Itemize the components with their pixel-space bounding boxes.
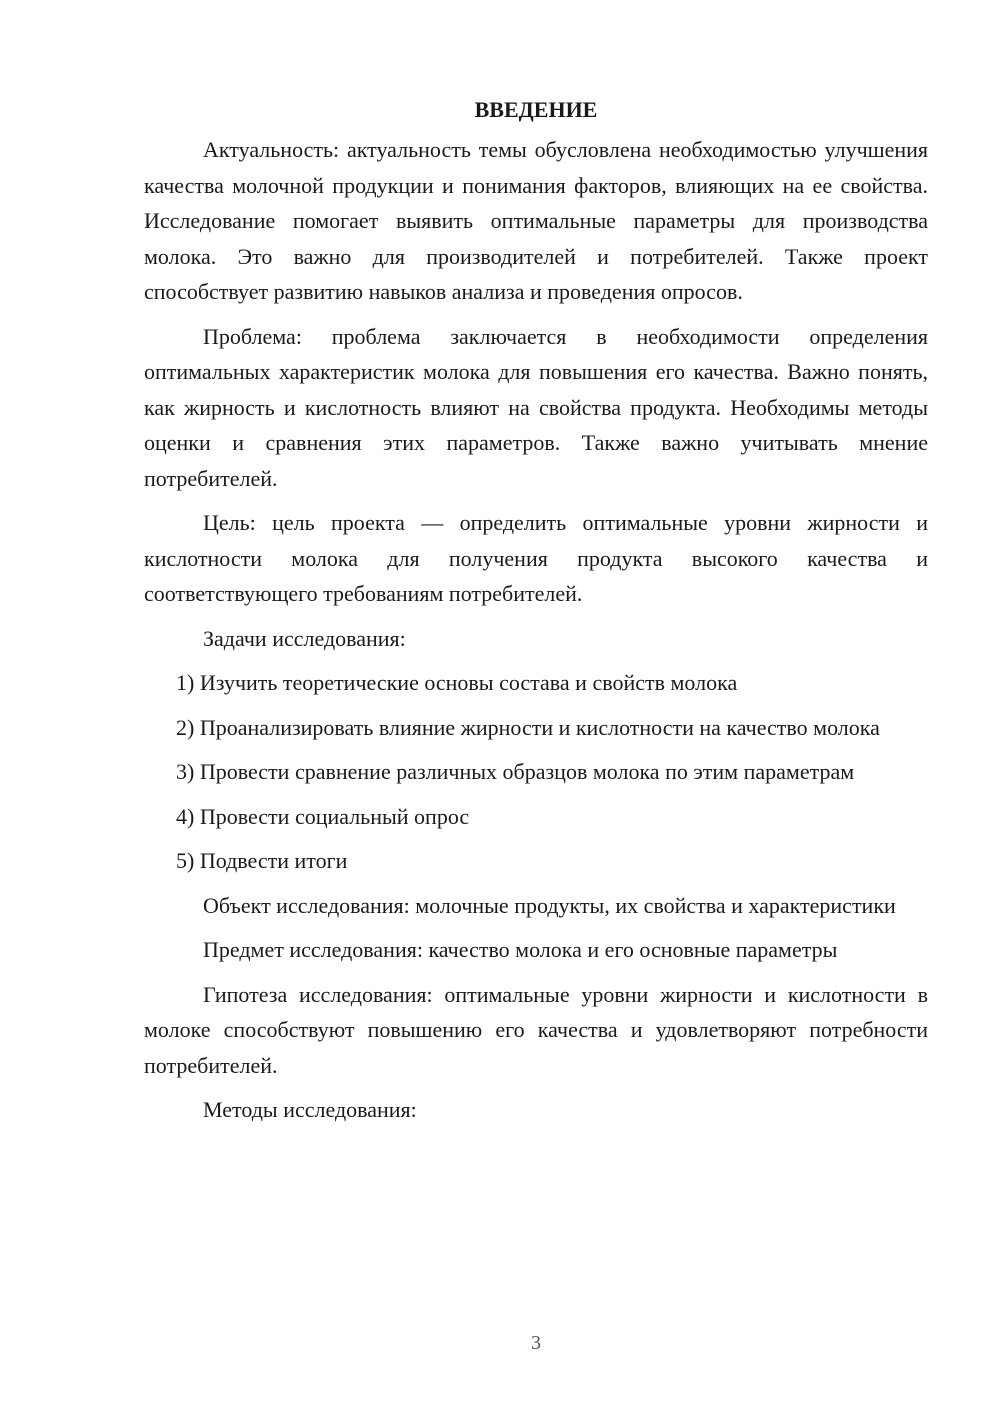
tasks-title: Задачи исследования: [203, 625, 406, 651]
task-item: 5) Подвести итоги [176, 848, 348, 873]
subject-paragraph: Предмет исследования: качество молока и его основные параметры [203, 937, 838, 962]
page-number: 3 [531, 1332, 541, 1354]
object-paragraph: Объект исследования: молочные продукты, их свойства и характеристики [203, 892, 896, 918]
methods-title: Методы исследования: [203, 1097, 417, 1122]
task-item: 3) Провести сравнение различных образцов молока по этим параметрам [176, 759, 855, 784]
document-page [144, 92, 928, 1137]
task-item: 4) Провести социальный опрос [176, 803, 470, 829]
tasks-list [144, 665, 928, 879]
goal-paragraph: Цель: цель проекта — определить оптимальные уровни жирности и кислотности молока для получения продукта высокого качества и соответствующего требованиям потребителей. [144, 510, 928, 606]
relevance-paragraph: Актуальность: актуальность темы обусловлена необходимостью улучшения качества молочной продукции и понимания факторов, влияющих на ее свойства. Исследование помогает выявить оптимальные параметры для производства молока. Это важно для производителей и потребителей. Также проект способствует развитию навыков анализа и проведения опросов. [144, 137, 928, 304]
problem-paragraph: Проблема: проблема заключается в необходимости определения оптимальных характеристик молока для повышения его качества. Важно понять, как жирность и кислотность влияют на свойства продукта. Необходимы методы оценки и сравнения этих параметров. Также важно учитывать мнение потребителей. [144, 323, 928, 491]
task-item: 1) Изучить теоретические основы состава и свойств молока [176, 670, 738, 695]
section-heading: ВВЕДЕНИЕ [474, 97, 598, 122]
hypothesis-paragraph: Гипотеза исследования: оптимальные уровни жирности и кислотности в молоке способствуют повышению его качества и удовлетворяют потребности потребителей. [144, 981, 928, 1078]
task-item: 2) Проанализировать влияние жирности и кислотности на качество молока [176, 714, 880, 740]
